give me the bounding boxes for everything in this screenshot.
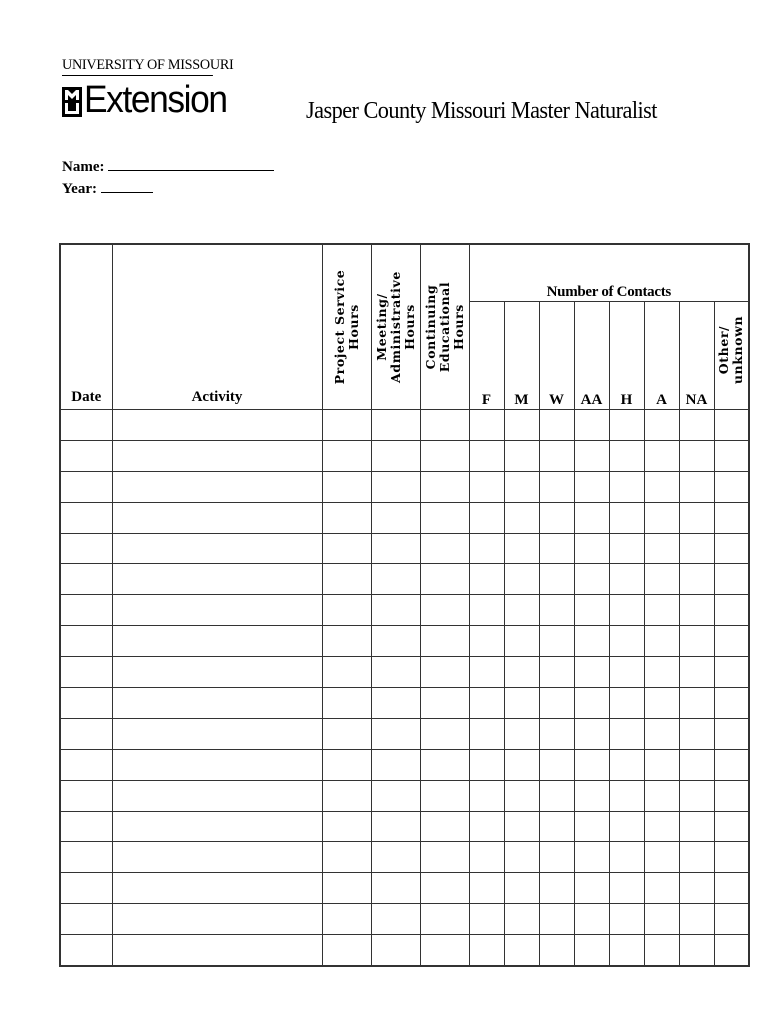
- date-cell[interactable]: [60, 502, 112, 533]
- aa-cell[interactable]: [574, 904, 609, 935]
- meeting-line-2: Administrative: [387, 271, 403, 383]
- other-cell[interactable]: [714, 842, 749, 873]
- w-cell[interactable]: [539, 811, 574, 842]
- w-cell[interactable]: [539, 904, 574, 935]
- activity-cell[interactable]: [112, 688, 322, 719]
- activity-column-header: Activity: [112, 244, 322, 410]
- date-column-header: Date: [60, 244, 112, 410]
- a-cell[interactable]: [644, 410, 679, 441]
- m-cell[interactable]: [504, 811, 539, 842]
- table-row: [60, 842, 749, 873]
- activity-cell[interactable]: [112, 533, 322, 564]
- aa-cell[interactable]: [574, 935, 609, 966]
- project-service-cell[interactable]: [322, 904, 371, 935]
- h-cell[interactable]: [609, 626, 644, 657]
- year-label: Year:: [62, 181, 97, 197]
- h-cell[interactable]: [609, 657, 644, 688]
- meeting-admin-cell[interactable]: [371, 440, 420, 471]
- m-cell[interactable]: [504, 626, 539, 657]
- meeting-admin-cell[interactable]: [371, 780, 420, 811]
- a-cell[interactable]: [644, 595, 679, 626]
- continuing-line-1: Continuing: [422, 284, 438, 370]
- meeting-admin-cell[interactable]: [371, 533, 420, 564]
- h-cell[interactable]: [609, 873, 644, 904]
- aa-cell[interactable]: [574, 688, 609, 719]
- table-row: [60, 780, 749, 811]
- f-cell[interactable]: [469, 842, 504, 873]
- m-cell[interactable]: [504, 873, 539, 904]
- aa-cell[interactable]: [574, 842, 609, 873]
- continuing-ed-cell[interactable]: [420, 564, 469, 595]
- meeting-admin-cell[interactable]: [371, 595, 420, 626]
- h-cell[interactable]: [609, 533, 644, 564]
- m-cell[interactable]: [504, 595, 539, 626]
- other-cell[interactable]: [714, 873, 749, 904]
- meeting-admin-cell[interactable]: [371, 842, 420, 873]
- activity-cell[interactable]: [112, 626, 322, 657]
- table-row: [60, 657, 749, 688]
- a-cell[interactable]: [644, 904, 679, 935]
- other-cell[interactable]: [714, 502, 749, 533]
- table-row: [60, 595, 749, 626]
- year-field[interactable]: [62, 178, 153, 198]
- other-cell[interactable]: [714, 471, 749, 502]
- h-cell[interactable]: [609, 842, 644, 873]
- date-cell[interactable]: [60, 811, 112, 842]
- a-cell[interactable]: [644, 471, 679, 502]
- m-cell[interactable]: [504, 842, 539, 873]
- project-service-cell[interactable]: [322, 440, 371, 471]
- meeting-admin-cell[interactable]: [371, 688, 420, 719]
- continuing-ed-cell[interactable]: [420, 657, 469, 688]
- project-service-line-1: Project Service: [331, 269, 347, 385]
- f-cell[interactable]: [469, 440, 504, 471]
- f-cell[interactable]: [469, 873, 504, 904]
- h-cell[interactable]: [609, 749, 644, 780]
- na-cell[interactable]: [679, 626, 714, 657]
- meeting-admin-cell[interactable]: [371, 657, 420, 688]
- w-cell[interactable]: [539, 718, 574, 749]
- w-cell[interactable]: [539, 657, 574, 688]
- aa-cell[interactable]: [574, 749, 609, 780]
- project-service-cell[interactable]: [322, 502, 371, 533]
- table-row: [60, 564, 749, 595]
- activity-cell[interactable]: [112, 811, 322, 842]
- other-cell[interactable]: [714, 626, 749, 657]
- f-cell[interactable]: [469, 718, 504, 749]
- contacts-f-header: F: [469, 302, 504, 410]
- date-cell[interactable]: [60, 935, 112, 966]
- na-cell[interactable]: [679, 564, 714, 595]
- m-cell[interactable]: [504, 471, 539, 502]
- a-cell[interactable]: [644, 440, 679, 471]
- aa-cell[interactable]: [574, 780, 609, 811]
- name-label: Name:: [62, 159, 105, 175]
- date-cell[interactable]: [60, 564, 112, 595]
- w-cell[interactable]: [539, 471, 574, 502]
- date-cell[interactable]: [60, 780, 112, 811]
- na-cell[interactable]: [679, 780, 714, 811]
- na-cell[interactable]: [679, 718, 714, 749]
- other-line-1: Other/: [716, 325, 732, 374]
- activity-log-body: [60, 410, 749, 967]
- contacts-a-header: A: [644, 302, 679, 410]
- na-cell[interactable]: [679, 935, 714, 966]
- aa-cell[interactable]: [574, 595, 609, 626]
- w-cell[interactable]: [539, 502, 574, 533]
- continuing-ed-cell[interactable]: [420, 533, 469, 564]
- activity-cell[interactable]: [112, 564, 322, 595]
- activity-cell[interactable]: [112, 780, 322, 811]
- activity-cell[interactable]: [112, 749, 322, 780]
- other-cell[interactable]: [714, 595, 749, 626]
- meeting-admin-cell[interactable]: [371, 811, 420, 842]
- other-cell[interactable]: [714, 440, 749, 471]
- continuing-ed-cell[interactable]: [420, 718, 469, 749]
- aa-cell[interactable]: [574, 410, 609, 441]
- project-service-cell[interactable]: [322, 410, 371, 441]
- na-cell[interactable]: [679, 440, 714, 471]
- aa-cell[interactable]: [574, 471, 609, 502]
- project-service-cell[interactable]: [322, 471, 371, 502]
- f-cell[interactable]: [469, 410, 504, 441]
- project-service-line-2: Hours: [345, 304, 361, 350]
- date-cell[interactable]: [60, 410, 112, 441]
- m-cell[interactable]: [504, 502, 539, 533]
- m-cell[interactable]: [504, 657, 539, 688]
- w-cell[interactable]: [539, 440, 574, 471]
- f-cell[interactable]: [469, 564, 504, 595]
- continuing-ed-cell[interactable]: [420, 935, 469, 966]
- date-cell[interactable]: [60, 657, 112, 688]
- other-cell[interactable]: [714, 749, 749, 780]
- na-cell[interactable]: [679, 502, 714, 533]
- h-cell[interactable]: [609, 564, 644, 595]
- meeting-admin-cell[interactable]: [371, 749, 420, 780]
- other-cell[interactable]: [714, 564, 749, 595]
- date-cell[interactable]: [60, 749, 112, 780]
- a-cell[interactable]: [644, 626, 679, 657]
- na-cell[interactable]: [679, 904, 714, 935]
- project-service-cell[interactable]: [322, 749, 371, 780]
- project-service-cell[interactable]: [322, 595, 371, 626]
- aa-cell[interactable]: [574, 811, 609, 842]
- meeting-admin-cell[interactable]: [371, 564, 420, 595]
- name-field[interactable]: [62, 156, 274, 176]
- project-service-hours-header: [322, 244, 371, 410]
- aa-cell[interactable]: [574, 502, 609, 533]
- continuing-line-2: Educational: [436, 281, 452, 373]
- a-cell[interactable]: [644, 842, 679, 873]
- date-cell[interactable]: [60, 718, 112, 749]
- aa-cell[interactable]: [574, 657, 609, 688]
- continuing-ed-cell[interactable]: [420, 595, 469, 626]
- contacts-aa-header: AA: [574, 302, 609, 410]
- activity-cell[interactable]: [112, 595, 322, 626]
- h-cell[interactable]: [609, 688, 644, 719]
- other-cell[interactable]: [714, 533, 749, 564]
- m-cell[interactable]: [504, 780, 539, 811]
- meeting-admin-cell[interactable]: [371, 410, 420, 441]
- contacts-m-header: M: [504, 302, 539, 410]
- w-cell[interactable]: [539, 780, 574, 811]
- contacts-w-header: W: [539, 302, 574, 410]
- h-cell[interactable]: [609, 440, 644, 471]
- year-blank-line[interactable]: [101, 178, 153, 193]
- f-cell[interactable]: [469, 626, 504, 657]
- m-cell[interactable]: [504, 533, 539, 564]
- na-cell[interactable]: [679, 749, 714, 780]
- continuing-ed-cell[interactable]: [420, 502, 469, 533]
- university-wordmark: UNIVERSITY OF MISSOURI: [62, 58, 213, 76]
- meeting-admin-cell[interactable]: [371, 718, 420, 749]
- project-service-cell[interactable]: [322, 780, 371, 811]
- other-cell[interactable]: [714, 410, 749, 441]
- table-row: [60, 471, 749, 502]
- h-cell[interactable]: [609, 471, 644, 502]
- date-cell[interactable]: [60, 842, 112, 873]
- project-service-cell[interactable]: [322, 935, 371, 966]
- table-row: [60, 718, 749, 749]
- h-cell[interactable]: [609, 811, 644, 842]
- m-cell[interactable]: [504, 904, 539, 935]
- table-row: [60, 688, 749, 719]
- w-cell[interactable]: [539, 595, 574, 626]
- a-cell[interactable]: [644, 935, 679, 966]
- na-cell[interactable]: [679, 811, 714, 842]
- extension-wordmark: Extension: [84, 79, 227, 121]
- other-line-2: unknown: [730, 315, 746, 384]
- project-service-cell[interactable]: [322, 688, 371, 719]
- date-cell[interactable]: [60, 595, 112, 626]
- activity-cell[interactable]: [112, 935, 322, 966]
- m-cell[interactable]: [504, 935, 539, 966]
- h-cell[interactable]: [609, 718, 644, 749]
- document-title: Jasper County Missouri Master Naturalist: [306, 98, 657, 124]
- activity-cell[interactable]: [112, 440, 322, 471]
- continuing-ed-cell[interactable]: [420, 410, 469, 441]
- continuing-line-3: Hours: [450, 304, 466, 350]
- h-cell[interactable]: [609, 780, 644, 811]
- number-of-contacts-header: Number of Contacts: [469, 244, 749, 302]
- a-cell[interactable]: [644, 718, 679, 749]
- continuing-ed-hours-header: [420, 244, 469, 410]
- table-row: [60, 935, 749, 966]
- activity-log-table: [59, 243, 750, 967]
- w-cell[interactable]: [539, 533, 574, 564]
- other-cell[interactable]: [714, 688, 749, 719]
- continuing-ed-cell[interactable]: [420, 688, 469, 719]
- aa-cell[interactable]: [574, 626, 609, 657]
- w-cell[interactable]: [539, 873, 574, 904]
- table-row: [60, 626, 749, 657]
- other-cell[interactable]: [714, 657, 749, 688]
- w-cell[interactable]: [539, 626, 574, 657]
- f-cell[interactable]: [469, 749, 504, 780]
- meeting-line-1: Meeting/: [373, 293, 389, 361]
- f-cell[interactable]: [469, 657, 504, 688]
- project-service-cell[interactable]: [322, 718, 371, 749]
- f-cell[interactable]: [469, 533, 504, 564]
- meeting-admin-cell[interactable]: [371, 626, 420, 657]
- na-cell[interactable]: [679, 873, 714, 904]
- table-row: [60, 749, 749, 780]
- f-cell[interactable]: [469, 904, 504, 935]
- a-cell[interactable]: [644, 873, 679, 904]
- continuing-ed-cell[interactable]: [420, 780, 469, 811]
- date-cell[interactable]: [60, 873, 112, 904]
- na-cell[interactable]: [679, 657, 714, 688]
- other-cell[interactable]: [714, 718, 749, 749]
- other-cell[interactable]: [714, 935, 749, 966]
- a-cell[interactable]: [644, 564, 679, 595]
- meeting-line-3: Hours: [401, 304, 417, 350]
- f-cell[interactable]: [469, 811, 504, 842]
- aa-cell[interactable]: [574, 718, 609, 749]
- w-cell[interactable]: [539, 749, 574, 780]
- activity-cell[interactable]: [112, 904, 322, 935]
- meeting-admin-cell[interactable]: [371, 873, 420, 904]
- activity-cell[interactable]: [112, 410, 322, 441]
- continuing-ed-cell[interactable]: [420, 811, 469, 842]
- aa-cell[interactable]: [574, 440, 609, 471]
- aa-cell[interactable]: [574, 533, 609, 564]
- table-row: [60, 904, 749, 935]
- other-cell[interactable]: [714, 811, 749, 842]
- activity-cell[interactable]: [112, 502, 322, 533]
- meeting-admin-cell[interactable]: [371, 502, 420, 533]
- continuing-ed-cell[interactable]: [420, 873, 469, 904]
- activity-cell[interactable]: [112, 471, 322, 502]
- h-cell[interactable]: [609, 904, 644, 935]
- table-row: [60, 533, 749, 564]
- continuing-ed-cell[interactable]: [420, 440, 469, 471]
- project-service-cell[interactable]: [322, 626, 371, 657]
- date-cell[interactable]: [60, 440, 112, 471]
- date-cell[interactable]: [60, 904, 112, 935]
- aa-cell[interactable]: [574, 873, 609, 904]
- h-cell[interactable]: [609, 935, 644, 966]
- m-cell[interactable]: [504, 410, 539, 441]
- f-cell[interactable]: [469, 935, 504, 966]
- meeting-admin-cell[interactable]: [371, 471, 420, 502]
- activity-cell[interactable]: [112, 657, 322, 688]
- other-cell[interactable]: [714, 780, 749, 811]
- project-service-cell[interactable]: [322, 564, 371, 595]
- a-cell[interactable]: [644, 780, 679, 811]
- m-cell[interactable]: [504, 749, 539, 780]
- date-cell[interactable]: [60, 471, 112, 502]
- na-cell[interactable]: [679, 410, 714, 441]
- w-cell[interactable]: [539, 842, 574, 873]
- meeting-admin-cell[interactable]: [371, 935, 420, 966]
- a-cell[interactable]: [644, 688, 679, 719]
- m-cell[interactable]: [504, 564, 539, 595]
- f-cell[interactable]: [469, 502, 504, 533]
- a-cell[interactable]: [644, 657, 679, 688]
- activity-cell[interactable]: [112, 718, 322, 749]
- h-cell[interactable]: [609, 502, 644, 533]
- date-cell[interactable]: [60, 533, 112, 564]
- contacts-h-header: H: [609, 302, 644, 410]
- table-row: [60, 502, 749, 533]
- meeting-admin-cell[interactable]: [371, 904, 420, 935]
- other-cell[interactable]: [714, 904, 749, 935]
- project-service-cell[interactable]: [322, 657, 371, 688]
- continuing-ed-cell[interactable]: [420, 904, 469, 935]
- mu-logo-icon: [62, 87, 82, 117]
- na-cell[interactable]: [679, 842, 714, 873]
- a-cell[interactable]: [644, 749, 679, 780]
- m-cell[interactable]: [504, 688, 539, 719]
- w-cell[interactable]: [539, 564, 574, 595]
- table-row: [60, 410, 749, 441]
- w-cell[interactable]: [539, 688, 574, 719]
- table-row: [60, 873, 749, 904]
- continuing-ed-cell[interactable]: [420, 471, 469, 502]
- f-cell[interactable]: [469, 595, 504, 626]
- m-cell[interactable]: [504, 718, 539, 749]
- meeting-admin-hours-header: [371, 244, 420, 410]
- w-cell[interactable]: [539, 935, 574, 966]
- table-row: [60, 440, 749, 471]
- f-cell[interactable]: [469, 471, 504, 502]
- a-cell[interactable]: [644, 533, 679, 564]
- continuing-ed-cell[interactable]: [420, 626, 469, 657]
- a-cell[interactable]: [644, 811, 679, 842]
- continuing-ed-cell[interactable]: [420, 842, 469, 873]
- name-blank-line[interactable]: [108, 156, 274, 171]
- aa-cell[interactable]: [574, 564, 609, 595]
- w-cell[interactable]: [539, 410, 574, 441]
- continuing-ed-cell[interactable]: [420, 749, 469, 780]
- f-cell[interactable]: [469, 780, 504, 811]
- h-cell[interactable]: [609, 410, 644, 441]
- table-row: [60, 811, 749, 842]
- h-cell[interactable]: [609, 595, 644, 626]
- na-cell[interactable]: [679, 533, 714, 564]
- f-cell[interactable]: [469, 688, 504, 719]
- a-cell[interactable]: [644, 502, 679, 533]
- activity-cell[interactable]: [112, 842, 322, 873]
- date-cell[interactable]: [60, 688, 112, 719]
- project-service-cell[interactable]: [322, 842, 371, 873]
- na-cell[interactable]: [679, 688, 714, 719]
- na-cell[interactable]: [679, 595, 714, 626]
- date-cell[interactable]: [60, 626, 112, 657]
- project-service-cell[interactable]: [322, 533, 371, 564]
- project-service-cell[interactable]: [322, 873, 371, 904]
- activity-cell[interactable]: [112, 873, 322, 904]
- na-cell[interactable]: [679, 471, 714, 502]
- contacts-na-header: NA: [679, 302, 714, 410]
- m-cell[interactable]: [504, 440, 539, 471]
- contacts-other-unknown-header: [714, 302, 749, 410]
- project-service-cell[interactable]: [322, 811, 371, 842]
